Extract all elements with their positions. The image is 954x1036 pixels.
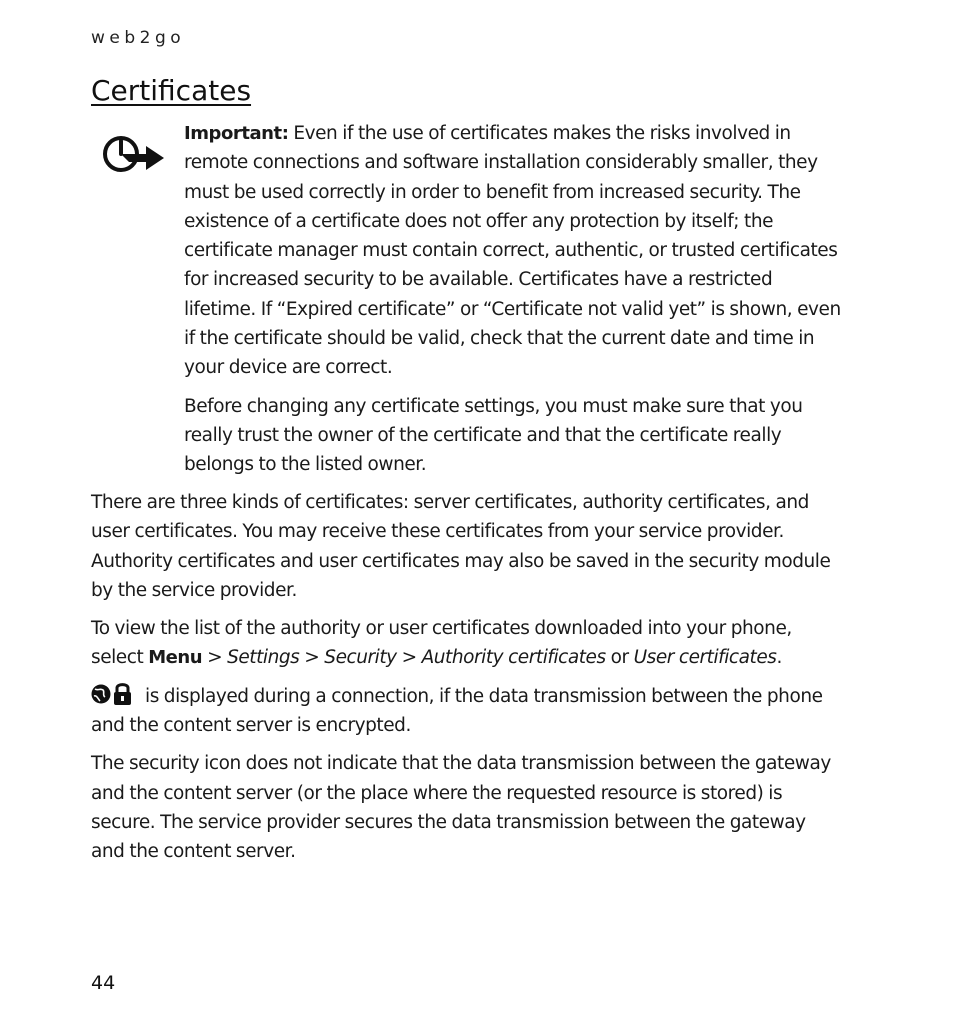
menu-path-intro: To view the list of the authority or user certificates downloaded into your phone, select [91,618,792,669]
view-certificates-paragraph [91,614,841,673]
important-note-second-paragraph: Before changing any certificate settings, you must make sure that you really trust the owner of the certificate and that the certificate really belongs to the listed owner. [184,395,803,476]
menu-path-user-certificates: User certificates [633,647,777,669]
menu-path-end: . [776,647,782,669]
menu-path-separator: > [396,647,422,669]
important-note-text: Even if the use of certificates makes the risks involved in remote connections and software installation considerably smaller, they must be used correctly in order to benefit from increased security. The existence of a certificate does not offer any protection by itself; the certificate manager must contain correct, authentic, or trusted certificates for increased security to be available. Certificates have a restricted lifetime. If “Expired certificate” or “Certificate not valid yet” is shown, even if the certificate should be valid, check that the current date and time in your device are correct. [184,123,841,379]
menu-path-settings: Settings [227,647,300,669]
section-title: Certificates [91,74,252,107]
menu-path-security: Security [324,647,397,669]
menu-path-separator: > [299,647,325,669]
running-header: web2go [91,28,186,48]
certificate-kinds-paragraph: There are three kinds of certificates: server certificates, authority certificates, and user certificates. You may receive these certificates from your service provider. Authority certificates and user certificates may also be saved in the security module by the service provider. [91,492,831,601]
important-label: Important: [184,123,289,144]
security-icon-note-paragraph: The security icon does not indicate that the data transmission between the gateway and the content server (or the place where the requested resource is stored) is secure. The service provider secures the data transmission between the gateway and the content server. [91,753,831,863]
menu-path-menu: Menu [148,647,203,669]
page-number: 44 [91,972,116,994]
menu-path-or: or [605,647,634,669]
secure-icon-description: is displayed during a connection, if the data transmission between the phone and the content server is encrypted. [91,685,823,737]
body-text [91,488,841,876]
secure-connection-icon [91,682,135,706]
important-note-paragraph [184,119,844,383]
secure-icon-paragraph [91,682,841,741]
menu-path-authority-certificates: Authority certificates [421,647,606,669]
note-pointer-icon [102,132,166,176]
menu-path-separator: > [202,647,228,669]
important-note [184,119,844,489]
